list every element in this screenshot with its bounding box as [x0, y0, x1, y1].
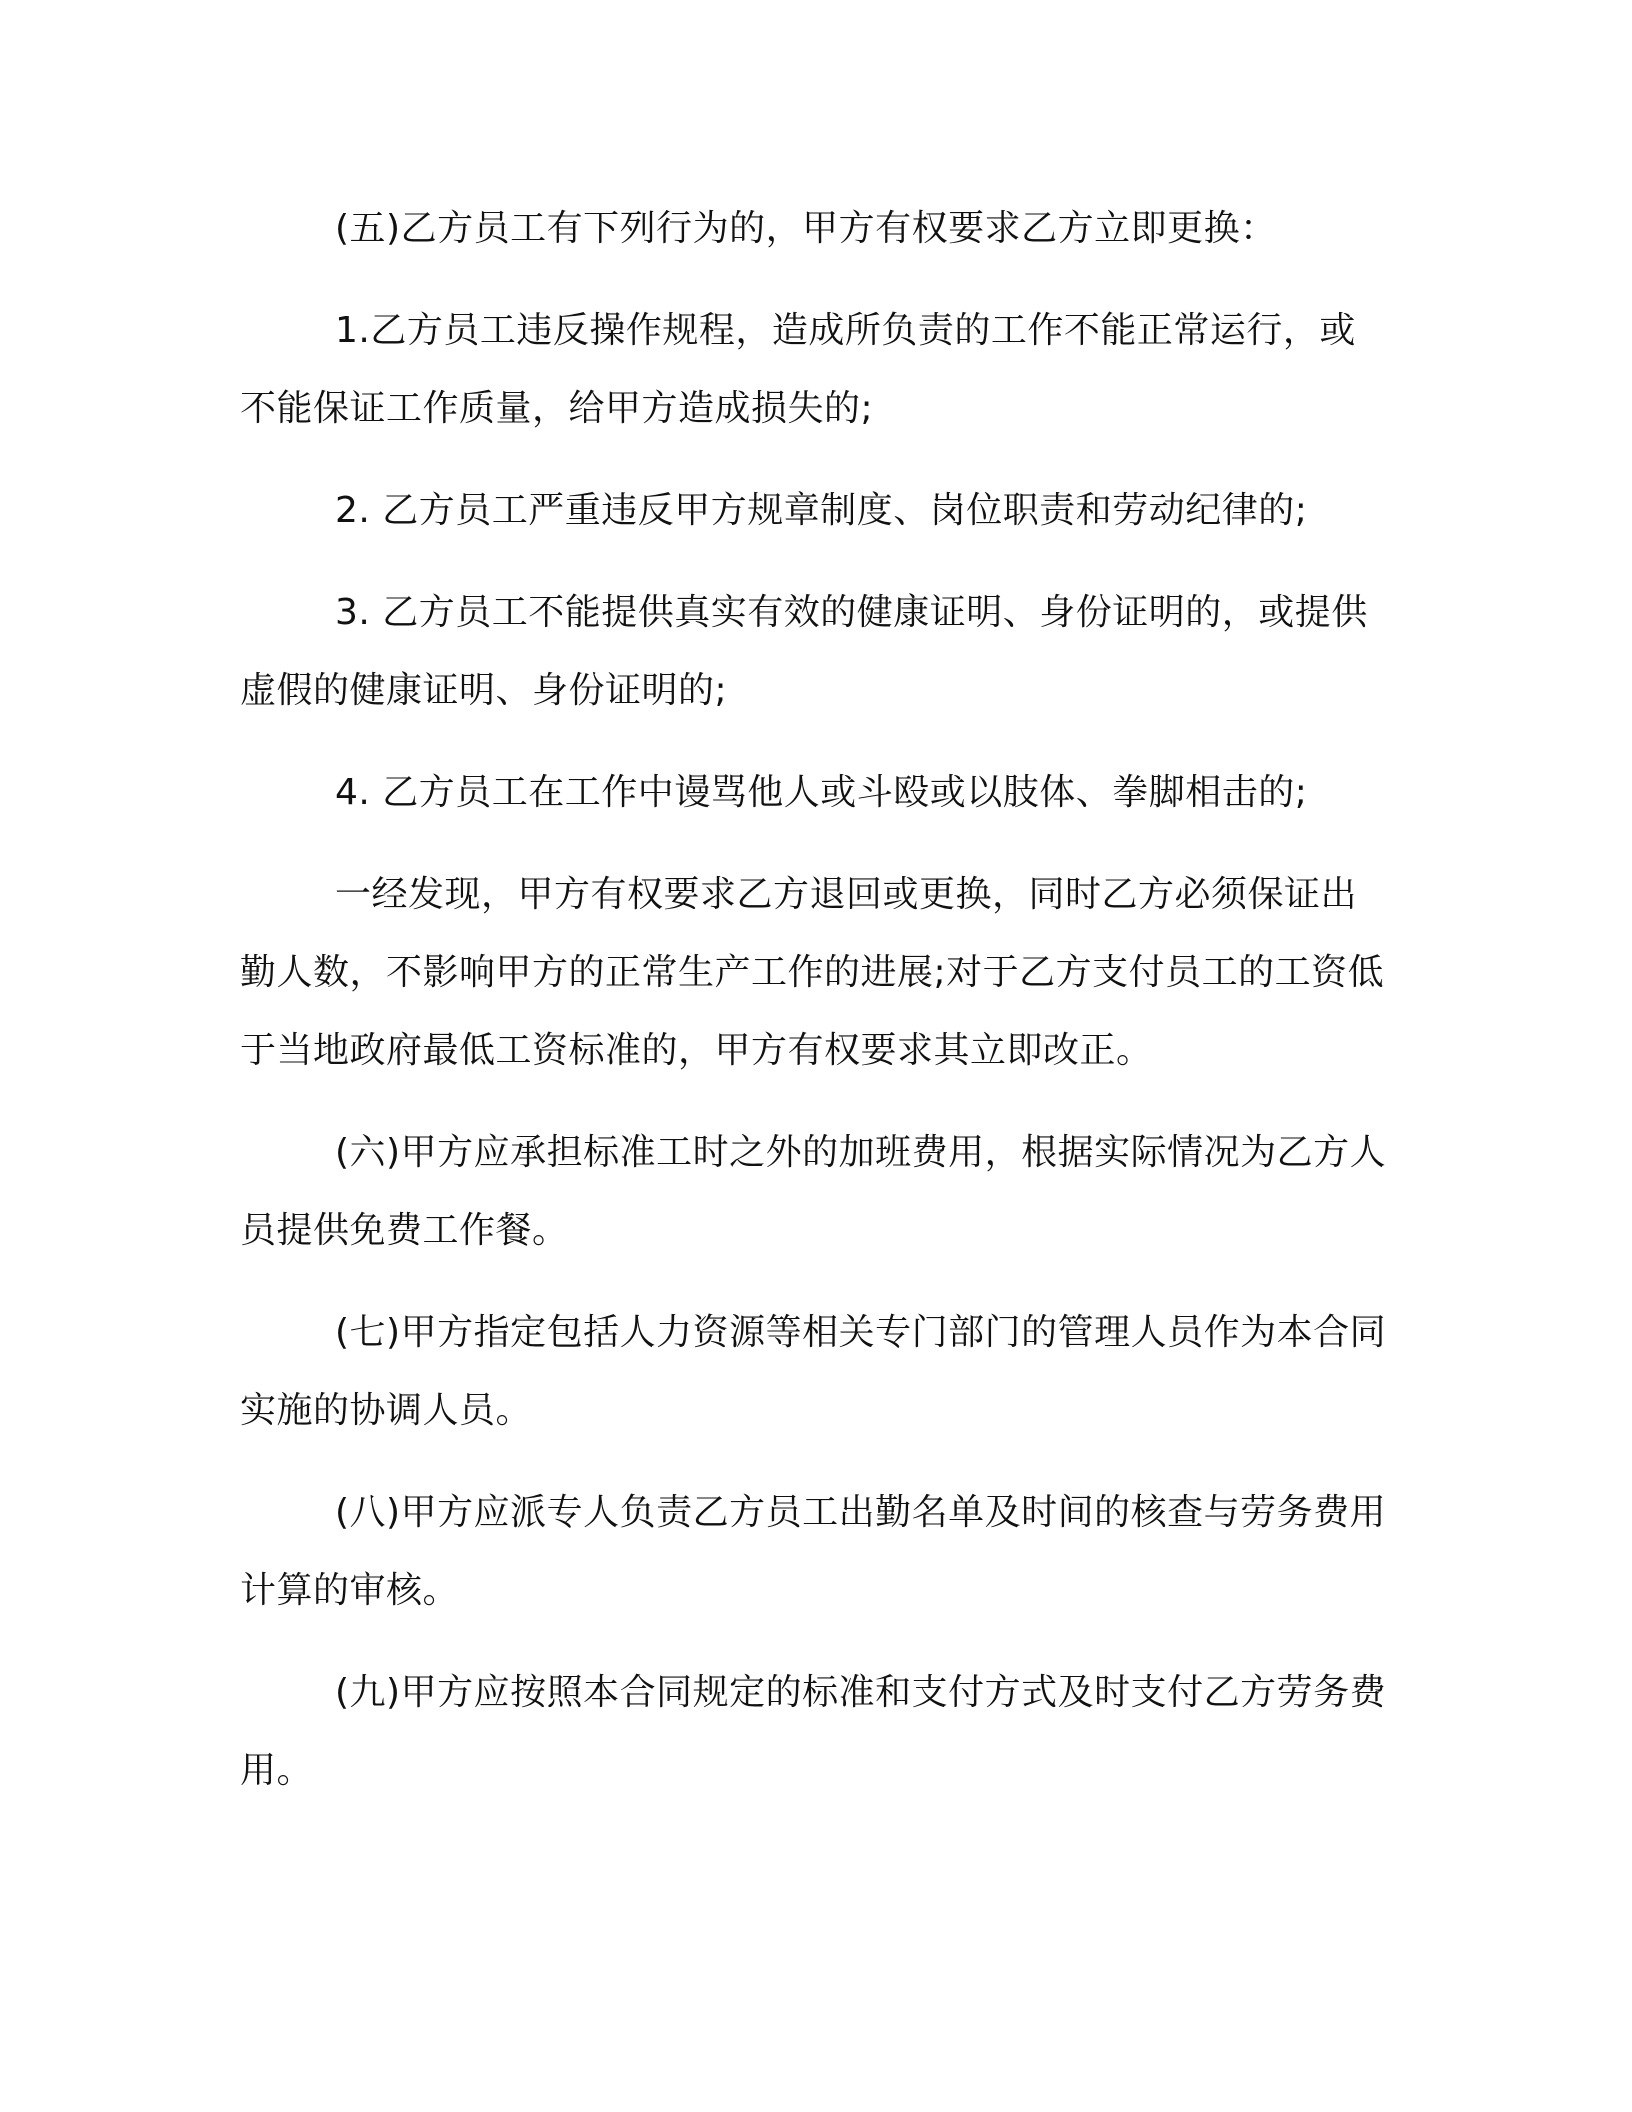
clause-7: (七)甲方指定包括人力资源等相关专门部门的管理人员作为本合同实施的协调人员。 — [240, 1312, 1387, 1431]
clause-5-item-1: 1.乙方员工违反操作规程，造成所负责的工作不能正常运行，或不能保证工作质量，给甲方造成损失的; — [240, 310, 1356, 429]
clause-5-item-4: 4. 乙方员工在工作中谩骂他人或斗殴或以肢体、拳脚相击的; — [335, 772, 1308, 813]
clause-5-item-2: 2. 乙方员工严重违反甲方规章制度、岗位职责和劳动纪律的; — [335, 490, 1308, 531]
clause-8: (八)甲方应派专人负责乙方员工出勤名单及时间的核查与劳务费用计算的审核。 — [240, 1492, 1387, 1611]
clause-5-item-3: 3. 乙方员工不能提供真实有效的健康证明、身份证明的，或提供虚假的健康证明、身份证明的; — [240, 592, 1368, 711]
clause-5-heading: (五)乙方员工有下列行为的，甲方有权要求乙方立即更换： — [335, 208, 1277, 249]
clause-6: (六)甲方应承担标准工时之外的加班费用，根据实际情况为乙方人员提供免费工作餐。 — [240, 1132, 1387, 1251]
clause-5-consequence: 一经发现，甲方有权要求乙方退回或更换，同时乙方必须保证出勤人数，不影响甲方的正常生产工作的进展;对于乙方支付员工的工资低于当地政府最低工资标准的，甲方有权要求其立即改正。 — [240, 874, 1385, 1071]
document-body — [240, 190, 1388, 1810]
clause-9: (九)甲方应按照本合同规定的标准和支付方式及时支付乙方劳务费用。 — [240, 1672, 1387, 1791]
